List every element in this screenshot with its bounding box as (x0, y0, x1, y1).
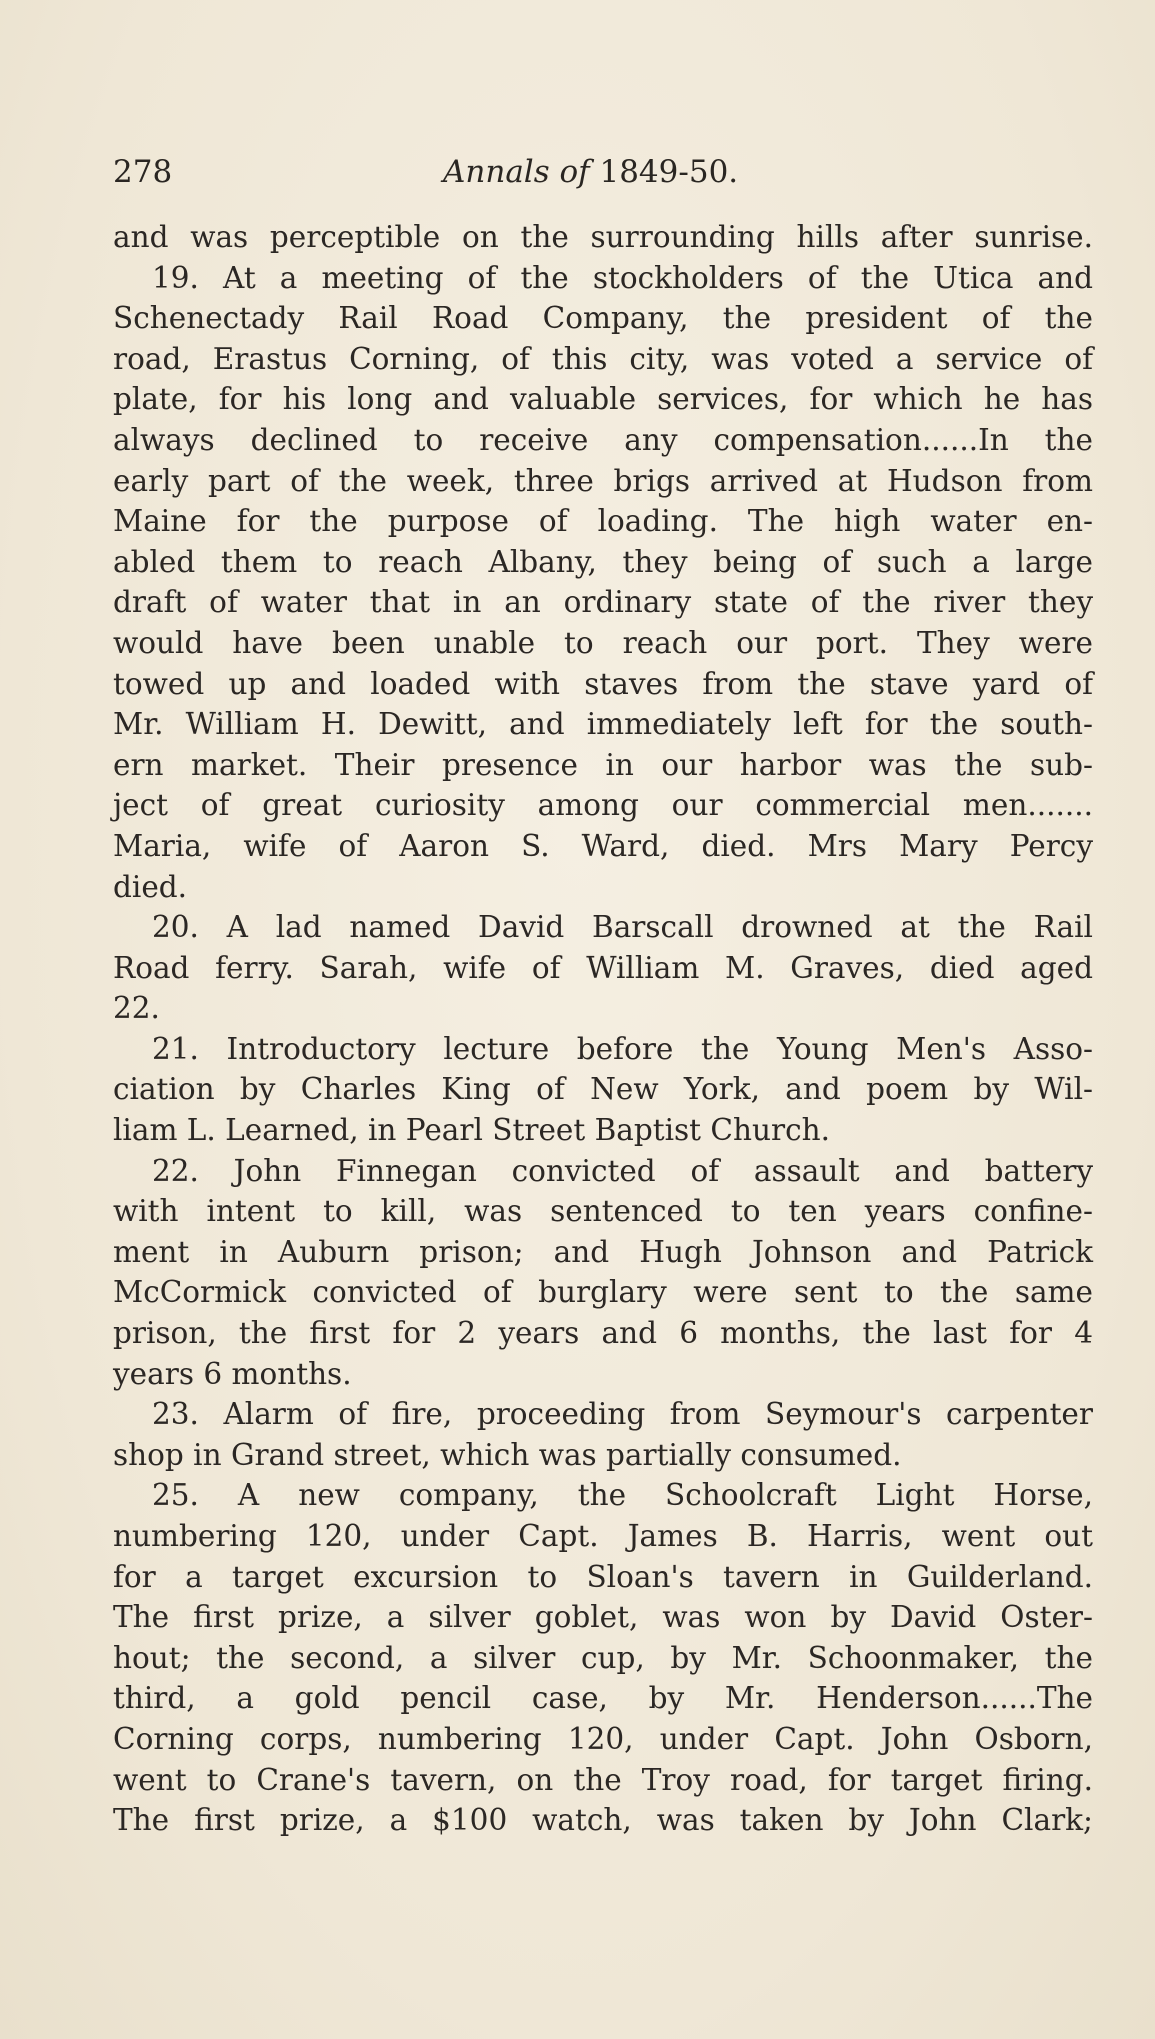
text-line: liam L. Learned, in Pearl Street Baptist Church. (113, 1113, 830, 1148)
text-line: died. (113, 869, 188, 904)
text-line: 20. A lad named David Barscall drowned at the Rail (152, 910, 1093, 945)
running-title-years: 1849-50. (599, 154, 739, 190)
text-line: Maine for the purpose of loading. The high water en- (113, 504, 1093, 539)
text-line: hout; the second, a silver cup, by Mr. Schoonmaker, the (113, 1640, 1093, 1675)
text-line: with intent to kill, was sentenced to ten years confine- (113, 1194, 1093, 1229)
text-line: McCormick convicted of burglary were sent to the same (113, 1275, 1093, 1310)
text-line: ject of great curiosity among our commercial men....... (113, 788, 1093, 823)
text-line: always declined to receive any compensation......In the (113, 422, 1093, 457)
text-line: ern market. Their presence in our harbor was the sub- (113, 747, 1093, 782)
text-line: early part of the week, three brigs arrived at Hudson from (113, 463, 1093, 498)
text-line: would have been unable to reach our port. They were (113, 625, 1093, 660)
text-line: Road ferry. Sarah, wife of William M. Graves, died aged (113, 950, 1093, 985)
text-line: shop in Grand street, which was partially consumed. (113, 1437, 902, 1472)
text-line: Maria, wife of Aaron S. Ward, died. Mrs Mary Percy (113, 828, 1093, 863)
text-line: numbering 120, under Capt. James B. Harris, went out (113, 1519, 1093, 1553)
text-line: ment in Auburn prison; and Hugh Johnson and Patrick (113, 1234, 1093, 1269)
running-title (443, 154, 738, 190)
text-line: years 6 months. (113, 1356, 352, 1391)
text-line: 19. At a meeting of the stockholders of the Utica and (152, 260, 1093, 295)
body-text (113, 217, 1093, 1841)
text-line: ciation by Charles King of New York, and poem by Wil- (113, 1072, 1093, 1107)
text-line: prison, the first for 2 years and 6 months, the last for 4 (113, 1316, 1093, 1351)
text-line: draft of water that in an ordinary state of the river they (113, 585, 1093, 620)
page-number: 278 (113, 154, 173, 190)
text-line: towed up and loaded with staves from the stave yard of (113, 666, 1093, 701)
text-line: Schenectady Rail Road Company, the president of the (113, 301, 1093, 336)
text-line: 25. A new company, the Schoolcraft Light Horse, (152, 1478, 1093, 1513)
text-line: Mr. William H. Dewitt, and immediately left for the south- (113, 707, 1093, 742)
text-line: for a target excursion to Sloan's tavern in Guilderland. (113, 1559, 1093, 1594)
text-line: The first prize, a $100 watch, was taken by John Clark; (113, 1803, 1093, 1838)
text-line: and was perceptible on the surrounding hills after sunrise. (113, 220, 1093, 254)
text-line: went to Crane's tavern, on the Troy road, for target firing. (113, 1762, 1093, 1797)
text-line: third, a gold pencil case, by Mr. Henderson......The (113, 1681, 1093, 1716)
page-header (113, 148, 1088, 198)
text-line: road, Erastus Corning, of this city, was voted a service of (113, 341, 1093, 376)
text-line: plate, for his long and valuable services, for which he has (113, 382, 1093, 417)
text-line: Corning corps, numbering 120, under Capt. John Osborn, (113, 1721, 1093, 1756)
text-line: 22. (113, 991, 160, 1026)
text-line: 22. John Finnegan convicted of assault and battery (152, 1153, 1093, 1188)
running-title-italic: Annals of (443, 154, 590, 190)
text-line: The first prize, a silver goblet, was won by David Oster- (113, 1600, 1093, 1635)
text-line: abled them to reach Albany, they being of such a large (113, 544, 1093, 579)
text-line: 21. Introductory lecture before the Young Men's Asso- (152, 1031, 1093, 1066)
text-line: 23. Alarm of fire, proceeding from Seymour's carpenter (152, 1397, 1093, 1432)
